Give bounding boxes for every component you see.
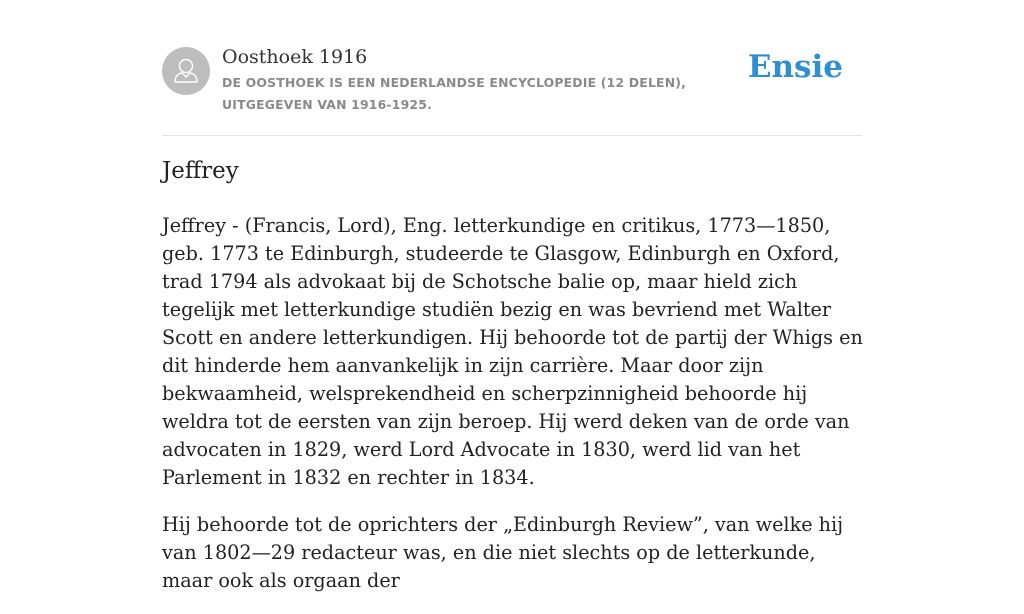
- source-header: [162, 0, 862, 136]
- article-title: Jeffrey: [162, 158, 239, 184]
- user-icon: [162, 47, 210, 95]
- avatar[interactable]: [162, 47, 210, 95]
- source-description: DE OOSTHOEK IS EEN NEDERLANDSE ENCYCLOPEDIE (12 DELEN), UITGEGEVEN VAN 1916-1925.: [222, 75, 687, 112]
- article-paragraph: Jeffrey - (Francis, Lord), Eng. letterkundige en critikus, 1773—1850, geb. 1773 te Edinburgh, studeerde te Glasgow, Edinburgh en Oxford, trad 1794 als advokaat bij de Schotsche balie op, maar hield zich tegelijk met letterkundige studiën bezig en was bevriend met Walter Scott en andere letterkundigen. Hij behoorde tot de partij der Whigs en dit hinderde hem aanvankelijk in zijn carrière. Maar door zijn bekwaamheid, welsprekendheid en scherpzinnigheid behoorde hij weldra tot de eersten van zijn beroep. Hij werd deken van de orde van advocaten in 1829, werd Lord Advocate in 1830, werd lid van het Parlement in 1832 en rechter in 1834.: [162, 214, 863, 489]
- article-body: [162, 212, 868, 614]
- source-name[interactable]: Oosthoek 1916: [222, 46, 368, 68]
- article-paragraph: Hij behoorde tot de oprichters der „Edinburgh Review”, van welke hij van 1802—29 redacteur was, en die niet slechts op de letterkunde, maar ook als orgaan der: [162, 513, 844, 592]
- page-content: [162, 0, 863, 592]
- brand-logo-link[interactable]: Ensie: [747, 49, 843, 85]
